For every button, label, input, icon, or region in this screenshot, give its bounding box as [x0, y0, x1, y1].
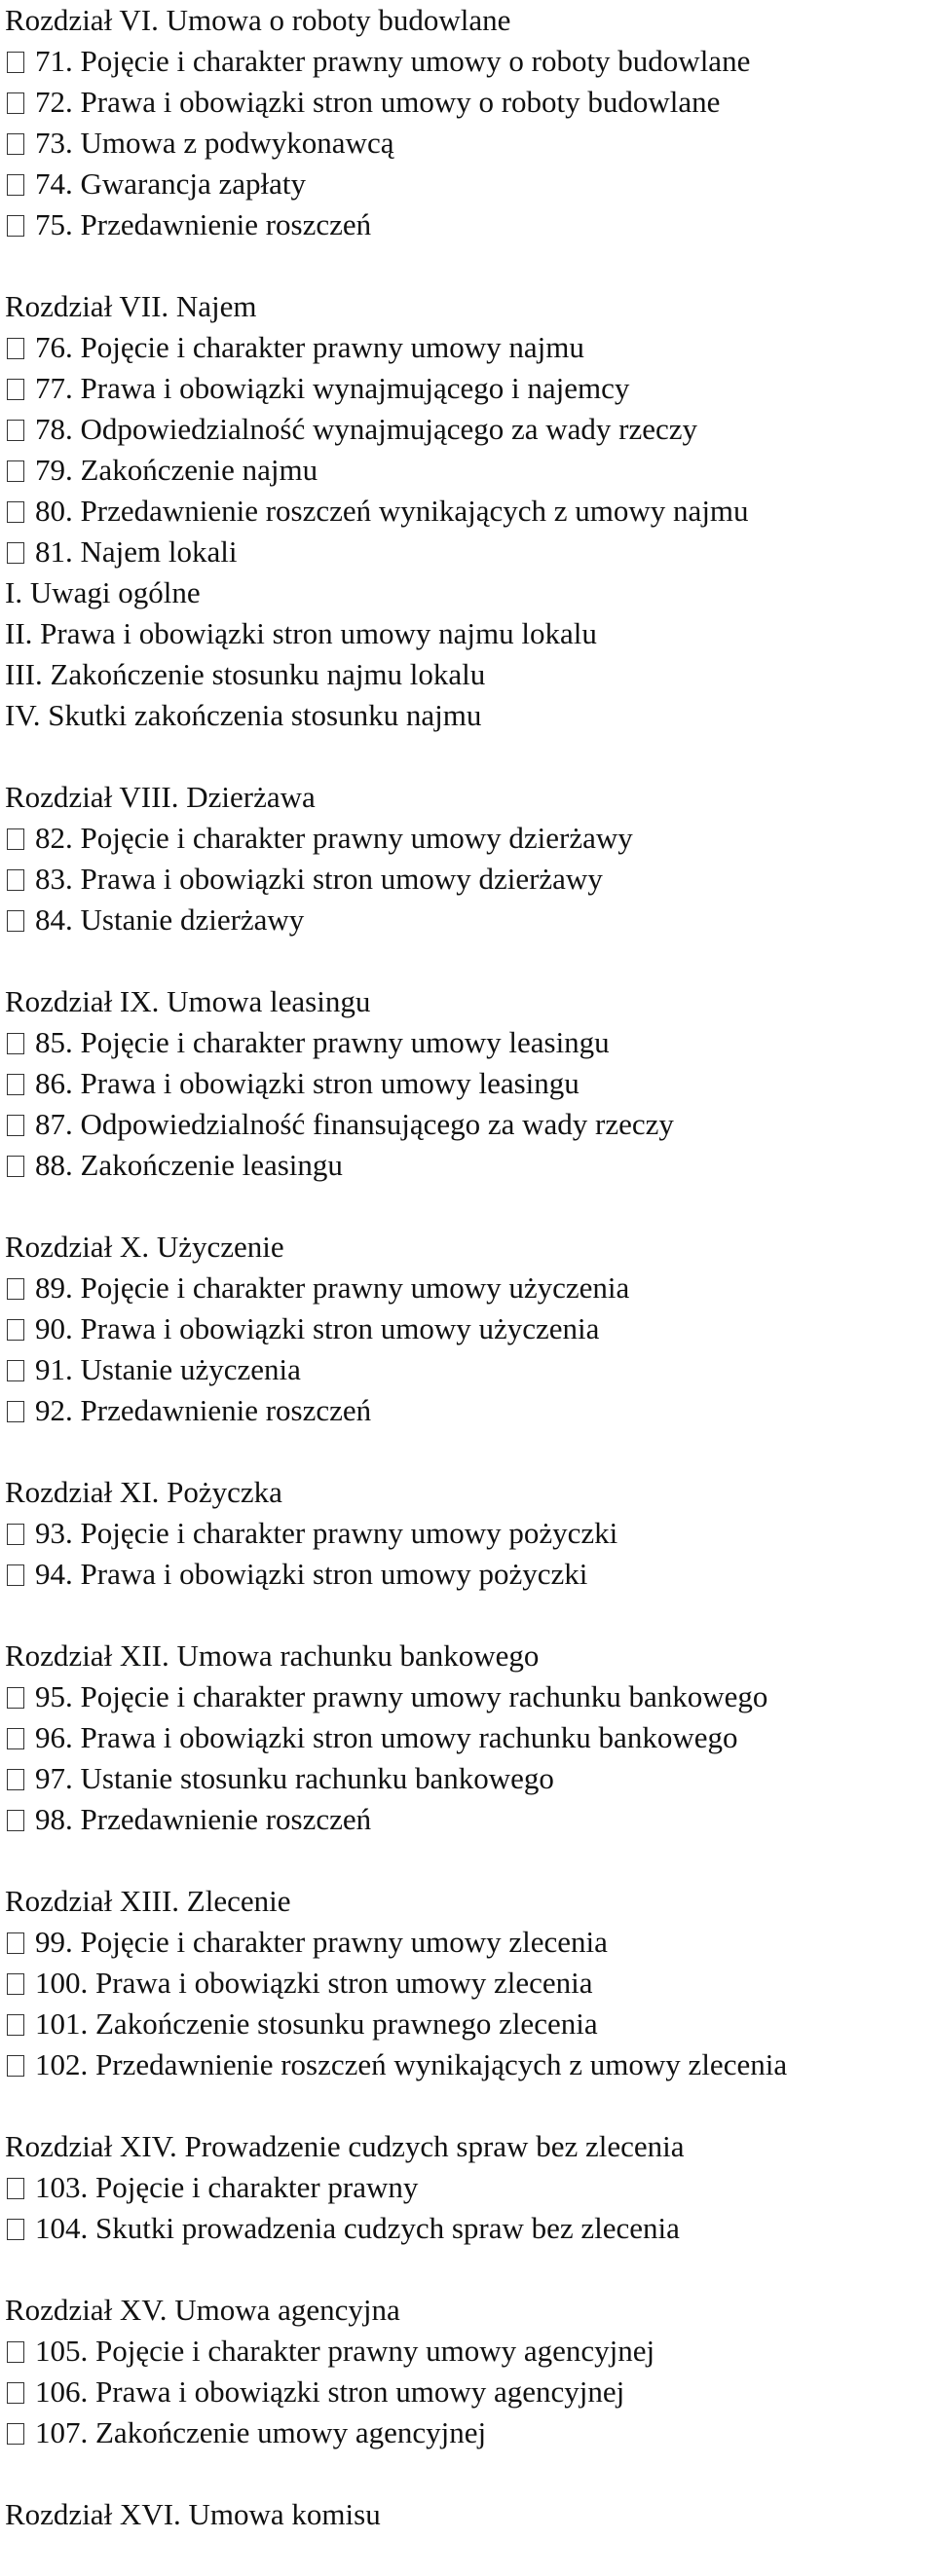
checkbox-square-icon	[7, 215, 24, 237]
chapter-heading: Rozdział XV. Umowa agencyjna	[5, 2293, 400, 2327]
toc-entry-text: IV. Skutki zakończenia stosunku najmu	[5, 698, 482, 732]
checkbox-square-icon	[7, 52, 24, 73]
chapter-section	[5, 2290, 930, 2453]
toc-entry	[5, 2004, 930, 2044]
toc-entry-text: 103. Pojęcie i charakter prawny	[35, 2170, 419, 2204]
checkbox-square-icon	[7, 2423, 24, 2445]
toc-entry-text: 104. Skutki prowadzenia cudzych spraw bez zlecenia	[35, 2211, 680, 2245]
toc-entry	[5, 1513, 930, 1554]
toc-entry	[5, 2372, 930, 2412]
toc-entry	[5, 1758, 930, 1799]
checkbox-square-icon	[7, 542, 24, 564]
checkbox-square-icon	[7, 1932, 24, 1954]
checkbox-square-icon	[7, 379, 24, 400]
toc-subentry	[5, 654, 930, 695]
toc-entry-text: 74. Gwarancja zapłaty	[35, 166, 307, 201]
toc-entry-text: 82. Pojęcie i charakter prawny umowy dzierżawy	[35, 821, 633, 855]
toc-entry-text: 102. Przedawnienie roszczeń wynikających z umowy zlecenia	[35, 2047, 788, 2081]
checkbox-square-icon	[7, 2382, 24, 2404]
toc-entry	[5, 368, 930, 409]
toc-entry-text: III. Zakończenie stosunku najmu lokalu	[5, 657, 486, 691]
toc-entry-text: II. Prawa i obowiązki stron umowy najmu lokalu	[5, 616, 597, 650]
toc-entry-text: 100. Prawa i obowiązki stron umowy zlecenia	[35, 1966, 593, 2000]
chapter-section	[5, 1881, 930, 2085]
chapter-section	[5, 2126, 930, 2249]
checkbox-square-icon	[7, 1401, 24, 1422]
chapter-section	[5, 1227, 930, 1431]
toc-subentry	[5, 572, 930, 613]
chapter-heading: Rozdział X. Użyczenie	[5, 1230, 284, 1264]
toc-entry-text: 71. Pojęcie i charakter prawny umowy o roboty budowlane	[35, 44, 751, 78]
toc-entry	[5, 41, 930, 82]
toc-entry-text: 81. Najem lokali	[35, 534, 238, 569]
toc-entry-text: 78. Odpowiedzialność wynajmującego za wady rzeczy	[35, 412, 698, 446]
toc-entry-text: 105. Pojęcie i charakter prawny umowy agencyjnej	[35, 2334, 655, 2368]
checkbox-square-icon	[7, 338, 24, 359]
toc-entry	[5, 900, 930, 940]
checkbox-square-icon	[7, 1687, 24, 1709]
toc-entry-text: 72. Prawa i obowiązki stron umowy o roboty budowlane	[35, 85, 721, 119]
toc-entry-text: 92. Przedawnienie roszczeń	[35, 1393, 372, 1427]
toc-entry	[5, 409, 930, 450]
toc-subentry	[5, 613, 930, 654]
checkbox-square-icon	[7, 2178, 24, 2199]
checkbox-square-icon	[7, 1074, 24, 1095]
toc-entry	[5, 1717, 930, 1758]
toc-entry	[5, 2044, 930, 2085]
toc-entry	[5, 491, 930, 532]
checkbox-square-icon	[7, 1278, 24, 1300]
chapter-heading: Rozdział XII. Umowa rachunku bankowego	[5, 1638, 540, 1673]
toc-entry-text: 90. Prawa i obowiązki stron umowy użyczenia	[35, 1311, 600, 1345]
chapter-section	[5, 2494, 930, 2535]
toc-entry-text: 83. Prawa i obowiązki stron umowy dzierżawy	[35, 862, 603, 896]
toc-entry-text: 99. Pojęcie i charakter prawny umowy zlecenia	[35, 1925, 608, 1959]
toc-entry	[5, 2208, 930, 2249]
toc-entry	[5, 818, 930, 859]
toc-entry	[5, 1799, 930, 1840]
toc-entry-text: 91. Ustanie użyczenia	[35, 1352, 301, 1386]
toc-entry	[5, 82, 930, 123]
toc-entry-text: 73. Umowa z podwykonawcą	[35, 126, 394, 160]
chapter-section	[5, 286, 930, 736]
chapter-heading: Rozdział IX. Umowa leasingu	[5, 984, 371, 1018]
checkbox-square-icon	[7, 92, 24, 114]
chapter-heading: Rozdział VIII. Dzierżawa	[5, 780, 316, 814]
chapter-heading: Rozdział XI. Pożyczka	[5, 1475, 282, 1509]
toc-entry-text: 75. Przedawnienie roszczeń	[35, 207, 372, 241]
checkbox-square-icon	[7, 1524, 24, 1545]
checkbox-square-icon	[7, 1033, 24, 1054]
checkbox-square-icon	[7, 2219, 24, 2240]
toc-entry-text: 106. Prawa i obowiązki stron umowy agencyjnej	[35, 2374, 625, 2409]
toc-entry-text: 89. Pojęcie i charakter prawny umowy użyczenia	[35, 1270, 630, 1305]
toc-entry	[5, 1554, 930, 1595]
toc-entry-text: 77. Prawa i obowiązki wynajmującego i najemcy	[35, 371, 630, 405]
toc-entry-text: 86. Prawa i obowiązki stron umowy leasingu	[35, 1066, 580, 1100]
toc-entry	[5, 1676, 930, 1717]
toc-entry	[5, 1308, 930, 1349]
toc-entry-text: 97. Ustanie stosunku rachunku bankowego	[35, 1761, 554, 1795]
toc-entry-text: 98. Przedawnienie roszczeń	[35, 1802, 372, 1836]
chapter-section	[5, 981, 930, 1186]
chapter-heading: Rozdział XVI. Umowa komisu	[5, 2497, 381, 2531]
checkbox-square-icon	[7, 2014, 24, 2036]
toc-entry	[5, 123, 930, 164]
toc-entry-text: I. Uwagi ogólne	[5, 575, 201, 609]
toc-entry-text: 107. Zakończenie umowy agencyjnej	[35, 2415, 487, 2449]
toc-entry-text: 88. Zakończenie leasingu	[35, 1148, 343, 1182]
toc-entry	[5, 327, 930, 368]
table-of-contents	[5, 0, 930, 2576]
toc-entry-text: 79. Zakończenie najmu	[35, 453, 318, 487]
checkbox-square-icon	[7, 2055, 24, 2077]
checkbox-square-icon	[7, 1115, 24, 1136]
toc-entry	[5, 1922, 930, 1963]
checkbox-square-icon	[7, 2341, 24, 2363]
checkbox-square-icon	[7, 460, 24, 482]
toc-entry	[5, 1063, 930, 1104]
toc-entry-text: 96. Prawa i obowiązki stron umowy rachunku bankowego	[35, 1720, 738, 1754]
toc-entry	[5, 1268, 930, 1308]
checkbox-square-icon	[7, 910, 24, 932]
chapter-section	[5, 1472, 930, 1595]
toc-entry	[5, 2167, 930, 2208]
toc-entry	[5, 1145, 930, 1186]
checkbox-square-icon	[7, 1973, 24, 1995]
toc-entry	[5, 859, 930, 900]
chapter-heading: Rozdział VI. Umowa o roboty budowlane	[5, 3, 511, 37]
checkbox-square-icon	[7, 174, 24, 196]
chapter-heading: Rozdział VII. Najem	[5, 289, 257, 323]
toc-subentry	[5, 695, 930, 736]
checkbox-square-icon	[7, 1810, 24, 1831]
toc-entry	[5, 450, 930, 491]
toc-entry-text: 84. Ustanie dzierżawy	[35, 902, 305, 937]
toc-entry-text: 85. Pojęcie i charakter prawny umowy leasingu	[35, 1025, 610, 1059]
toc-entry	[5, 1390, 930, 1431]
toc-entry-text: 95. Pojęcie i charakter prawny umowy rachunku bankowego	[35, 1679, 768, 1713]
checkbox-square-icon	[7, 1728, 24, 1749]
checkbox-square-icon	[7, 1360, 24, 1381]
toc-entry	[5, 204, 930, 245]
chapter-section	[5, 0, 930, 245]
toc-entry	[5, 1104, 930, 1145]
toc-entry-text: 76. Pojęcie i charakter prawny umowy najmu	[35, 330, 584, 364]
chapter-heading: Rozdział XIII. Zlecenie	[5, 1884, 291, 1918]
checkbox-square-icon	[7, 420, 24, 441]
toc-entry-text: 94. Prawa i obowiązki stron umowy pożyczki	[35, 1557, 588, 1591]
checkbox-square-icon	[7, 1319, 24, 1341]
toc-entry	[5, 1022, 930, 1063]
toc-entry	[5, 1963, 930, 2004]
chapter-heading: Rozdział XIV. Prowadzenie cudzych spraw bez zlecenia	[5, 2129, 685, 2163]
toc-entry	[5, 2412, 930, 2453]
checkbox-square-icon	[7, 1156, 24, 1177]
toc-entry	[5, 1349, 930, 1390]
toc-entry-text: 87. Odpowiedzialność finansującego za wady rzeczy	[35, 1107, 674, 1141]
checkbox-square-icon	[7, 1564, 24, 1586]
chapter-section	[5, 1636, 930, 1840]
checkbox-square-icon	[7, 828, 24, 850]
toc-entry	[5, 532, 930, 572]
checkbox-square-icon	[7, 869, 24, 891]
toc-entry	[5, 164, 930, 204]
toc-entry	[5, 2331, 930, 2372]
checkbox-square-icon	[7, 133, 24, 155]
checkbox-square-icon	[7, 1769, 24, 1790]
toc-entry-text: 101. Zakończenie stosunku prawnego zlecenia	[35, 2006, 598, 2041]
toc-entry-text: 80. Przedawnienie roszczeń wynikających z umowy najmu	[35, 494, 749, 528]
toc-entry-text: 93. Pojęcie i charakter prawny umowy pożyczki	[35, 1516, 618, 1550]
chapter-section	[5, 777, 930, 940]
checkbox-square-icon	[7, 501, 24, 523]
